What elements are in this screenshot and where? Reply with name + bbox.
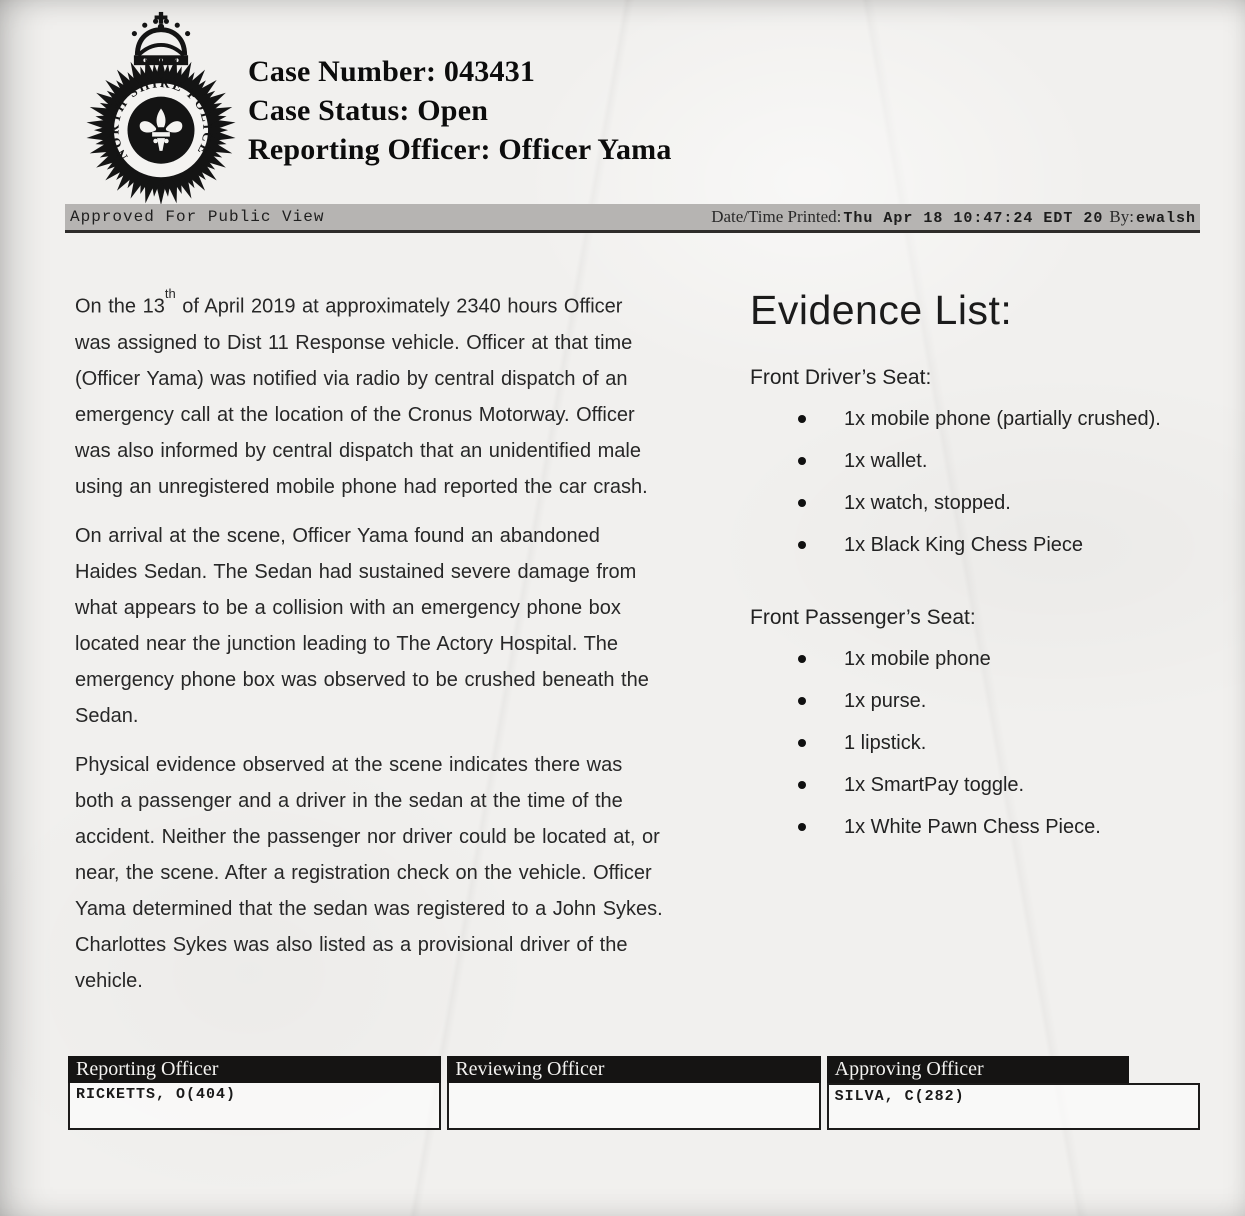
evidence-item: 1x Black King Chess Piece — [750, 524, 1205, 566]
evidence-section-heading-driver: Front Driver’s Seat: — [750, 366, 932, 389]
incident-narrative — [75, 283, 663, 1012]
narrative-paragraph-3: Physical evidence observed at the scene indicates there was both a passenger and a driver in the sedan at the time of the accident. Neither the passenger nor driver could be located at, or near, the scene. After a registration check on the vehicle. Officer Yama determined that the sedan was registered to a John Sykes. Charlottes Sykes was also listed as a provisional driver of the vehicle. — [75, 753, 663, 992]
printed-label: Date/Time Printed: — [711, 207, 842, 226]
officer-signature-table — [68, 1056, 1200, 1130]
narrative-p1-start: On the 13 — [75, 295, 165, 318]
reviewing-officer-header: Reviewing Officer — [447, 1056, 820, 1083]
evidence-item: 1x purse. — [750, 680, 1205, 722]
reporting-officer-column — [68, 1056, 441, 1130]
evidence-items-driver — [750, 398, 1205, 566]
evidence-section-heading-passenger: Front Passenger’s Seat: — [750, 606, 976, 629]
badge-ring-text: NORTH SHIRE POLICE — [106, 74, 216, 164]
narrative-paragraph-2: On arrival at the scene, Officer Yama found an abandoned Haides Sedan. The Sedan had sustained severe damage from what appears to be a collision with an emergency phone box located near the junction leading to The Actory Hospital. The emergency phone box was observed to be crushed beneath the Sedan. — [75, 524, 649, 727]
evidence-item: 1x watch, stopped. — [750, 482, 1205, 524]
reporting-officer-value: RICKETTS, O(404) — [68, 1083, 441, 1130]
approval-bar — [65, 204, 1200, 233]
evidence-item: 1x mobile phone (partially crushed). — [750, 398, 1205, 440]
approval-status-text: Approved For Public View — [70, 208, 325, 226]
badge-center — [127, 97, 194, 164]
print-info — [711, 207, 1200, 227]
badge-svg — [72, 8, 250, 210]
approving-officer-column — [827, 1056, 1200, 1130]
evidence-item: 1x mobile phone — [750, 638, 1205, 680]
narrative-p1-ordinal: th — [164, 286, 176, 301]
reporting-officer-header: Reporting Officer — [68, 1056, 441, 1083]
evidence-item: 1 lipstick. — [750, 722, 1205, 764]
evidence-item: 1x White Pawn Chess Piece. — [750, 806, 1205, 848]
narrative-p1-rest: of April 2019 at approximately 2340 hours Officer was assigned to Dist 11 Response vehicle. Officer at that time (Officer Yama) was notified via radio by central dispatch of an emergency call at the location of the Cronus Motorway. Officer was also informed by central dispatch that an unidentified male using an unregistered mobile phone had reported the car crash. — [75, 295, 648, 498]
evidence-list-title: Evidence List: — [750, 287, 1013, 333]
evidence-item: 1x wallet. — [750, 440, 1205, 482]
evidence-item: 1x SmartPay toggle. — [750, 764, 1205, 806]
reviewing-officer-column — [447, 1056, 820, 1130]
approving-officer-value: SILVA, C(282) — [827, 1083, 1200, 1130]
case-status-line: Case Status: Open — [248, 94, 489, 127]
printed-by-value: ewalsh — [1135, 210, 1196, 227]
reviewing-officer-value — [447, 1083, 820, 1130]
reporting-officer-line: Reporting Officer: Officer Yama — [248, 133, 672, 166]
printed-value: Thu Apr 18 10:47:24 EDT 20 — [843, 210, 1104, 227]
narrative-paragraph-1 — [75, 283, 663, 505]
evidence-list — [750, 286, 1205, 888]
police-badge-logo — [72, 8, 250, 208]
evidence-items-passenger — [750, 638, 1205, 848]
case-number-line: Case Number: 043431 — [248, 55, 536, 88]
case-header — [248, 52, 672, 169]
printed-by-label: By: — [1109, 207, 1134, 226]
approving-officer-header: Approving Officer — [827, 1056, 1129, 1083]
